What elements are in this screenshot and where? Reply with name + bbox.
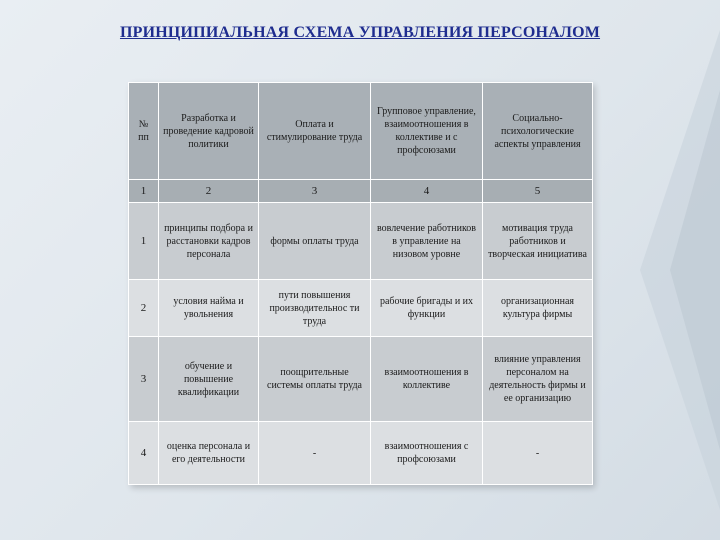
table-row bbox=[129, 280, 593, 337]
table-cell: мотивация труда работников и творческая инициатива bbox=[483, 203, 593, 280]
column-number: 2 bbox=[159, 180, 259, 203]
table-cell: оценка персонала и его деятельности bbox=[159, 422, 259, 485]
row-index: 4 bbox=[129, 422, 159, 485]
table-cell: пути повышения производительнос ти труда bbox=[259, 280, 371, 337]
management-scheme-table bbox=[128, 82, 592, 485]
table-cell: - bbox=[259, 422, 371, 485]
table-header-row bbox=[129, 83, 593, 180]
slide-title: ПРИНЦИПИАЛЬНАЯ СХЕМА УПРАВЛЕНИЯ ПЕРСОНАЛОМ bbox=[119, 24, 601, 41]
table-cell: организационная культура фирмы bbox=[483, 280, 593, 337]
header-cell-personnel-policy: Разработка и проведение кадровой политики bbox=[159, 83, 259, 180]
table-cell: вовлечение работников в управление на низовом уровне bbox=[371, 203, 483, 280]
column-number: 1 bbox=[129, 180, 159, 203]
column-number: 5 bbox=[483, 180, 593, 203]
header-cell-socio-psychological: Социально-психологические аспекты управления bbox=[483, 83, 593, 180]
table-cell: влияние управления персоналом на деятельность фирмы и ее организацию bbox=[483, 337, 593, 422]
table-cell: обучение и повышение квалификации bbox=[159, 337, 259, 422]
table-cell: рабочие бригады и их функции bbox=[371, 280, 483, 337]
table-cell: принципы подбора и расстановки кадров персонала bbox=[159, 203, 259, 280]
header-cell-group-management: Групповое управление, взаимоотношения в коллективе и с профсоюзами bbox=[371, 83, 483, 180]
row-index: 3 bbox=[129, 337, 159, 422]
table-row bbox=[129, 337, 593, 422]
table-row bbox=[129, 203, 593, 280]
table-cell: взаимоотношения в коллективе bbox=[371, 337, 483, 422]
column-number: 4 bbox=[371, 180, 483, 203]
background-decoration bbox=[600, 0, 720, 540]
table-cell: поощрительные системы оплаты труда bbox=[259, 337, 371, 422]
table-cell: условия найма и увольнения bbox=[159, 280, 259, 337]
column-number-row bbox=[129, 180, 593, 203]
header-cell-number: № пп bbox=[129, 83, 159, 180]
column-number: 3 bbox=[259, 180, 371, 203]
row-index: 1 bbox=[129, 203, 159, 280]
table-cell: взаимоотношения с профсоюзами bbox=[371, 422, 483, 485]
header-cell-pay: Оплата и стимулирование труда bbox=[259, 83, 371, 180]
table-row bbox=[129, 422, 593, 485]
table-cell: формы оплаты труда bbox=[259, 203, 371, 280]
row-index: 2 bbox=[129, 280, 159, 337]
table-cell: - bbox=[483, 422, 593, 485]
